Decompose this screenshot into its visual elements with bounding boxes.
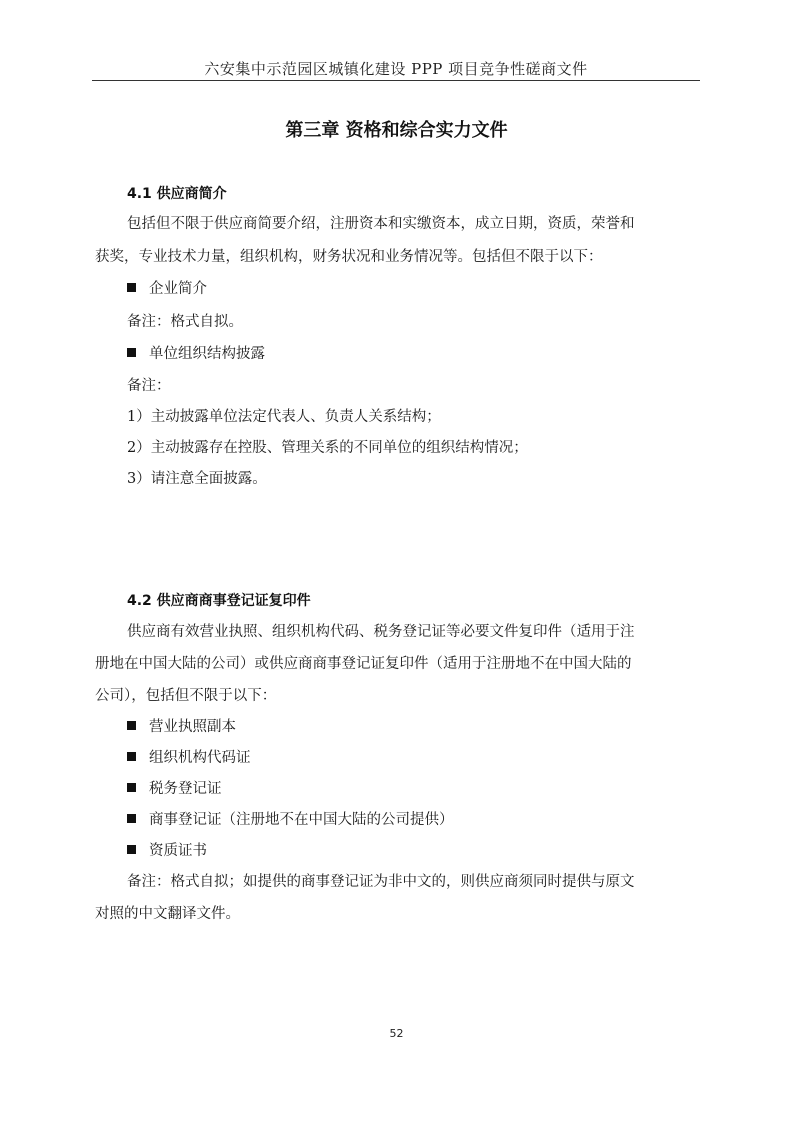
square-bullet-icon bbox=[127, 348, 136, 357]
square-bullet-icon bbox=[127, 721, 136, 730]
square-bullet-icon bbox=[127, 283, 136, 292]
bullet-label: 商事登记证（注册地不在中国大陆的公司提供） bbox=[149, 812, 454, 828]
header-rule bbox=[92, 80, 700, 81]
paragraph-line: 公司），包括但不限于以下： bbox=[95, 688, 277, 704]
bullet-label: 组织机构代码证 bbox=[149, 750, 251, 766]
note-line: 备注：格式自拟；如提供的商事登记证为非中文的，则供应商须同时提供与原文 bbox=[127, 874, 635, 890]
square-bullet-icon bbox=[127, 814, 136, 823]
paragraph-line: 包括但不限于供应商简要介绍，注册资本和实缴资本，成立日期，资质，荣誉和 bbox=[127, 216, 635, 232]
section-heading-4-2: 4.2 供应商商事登记证复印件 bbox=[127, 593, 311, 609]
numbered-item: 3）请注意全面披露。 bbox=[127, 471, 267, 487]
square-bullet-icon bbox=[127, 845, 136, 854]
note-line: 对照的中文翻译文件。 bbox=[95, 906, 240, 922]
bullet-item bbox=[127, 808, 454, 829]
paragraph-line: 供应商有效营业执照、组织机构代码、税务登记证等必要文件复印件（适用于注 bbox=[127, 624, 635, 640]
note-line: 备注：格式自拟。 bbox=[127, 314, 243, 330]
note-line: 备注： bbox=[127, 378, 171, 394]
chapter-title: 第三章 资格和综合实力文件 bbox=[285, 120, 508, 141]
square-bullet-icon bbox=[127, 783, 136, 792]
paragraph-line: 册地在中国大陆的公司）或供应商商事登记证复印件（适用于注册地不在中国大陆的 bbox=[95, 656, 632, 672]
bullet-item bbox=[127, 839, 207, 860]
bullet-label: 单位组织结构披露 bbox=[149, 346, 265, 362]
bullet-label: 企业简介 bbox=[149, 281, 207, 297]
bullet-label: 资质证书 bbox=[149, 843, 207, 859]
bullet-item bbox=[127, 777, 222, 798]
page-header: 六安集中示范园区城镇化建设 PPP 项目竞争性磋商文件 bbox=[204, 60, 588, 78]
section-heading-4-1: 4.1 供应商简介 bbox=[127, 186, 227, 202]
bullet-item bbox=[127, 715, 236, 736]
bullet-item bbox=[127, 277, 207, 298]
paragraph-line: 获奖，专业技术力量，组织机构，财务状况和业务情况等。包括但不限于以下： bbox=[95, 249, 603, 265]
bullet-label: 税务登记证 bbox=[149, 781, 222, 797]
bullet-item bbox=[127, 342, 265, 363]
square-bullet-icon bbox=[127, 752, 136, 761]
numbered-item: 1）主动披露单位法定代表人、负责人关系结构； bbox=[127, 409, 441, 425]
numbered-item: 2）主动披露存在控股、管理关系的不同单位的组织结构情况； bbox=[127, 440, 528, 456]
bullet-item bbox=[127, 746, 251, 767]
page-number: 52 bbox=[389, 1027, 404, 1040]
bullet-label: 营业执照副本 bbox=[149, 719, 236, 735]
